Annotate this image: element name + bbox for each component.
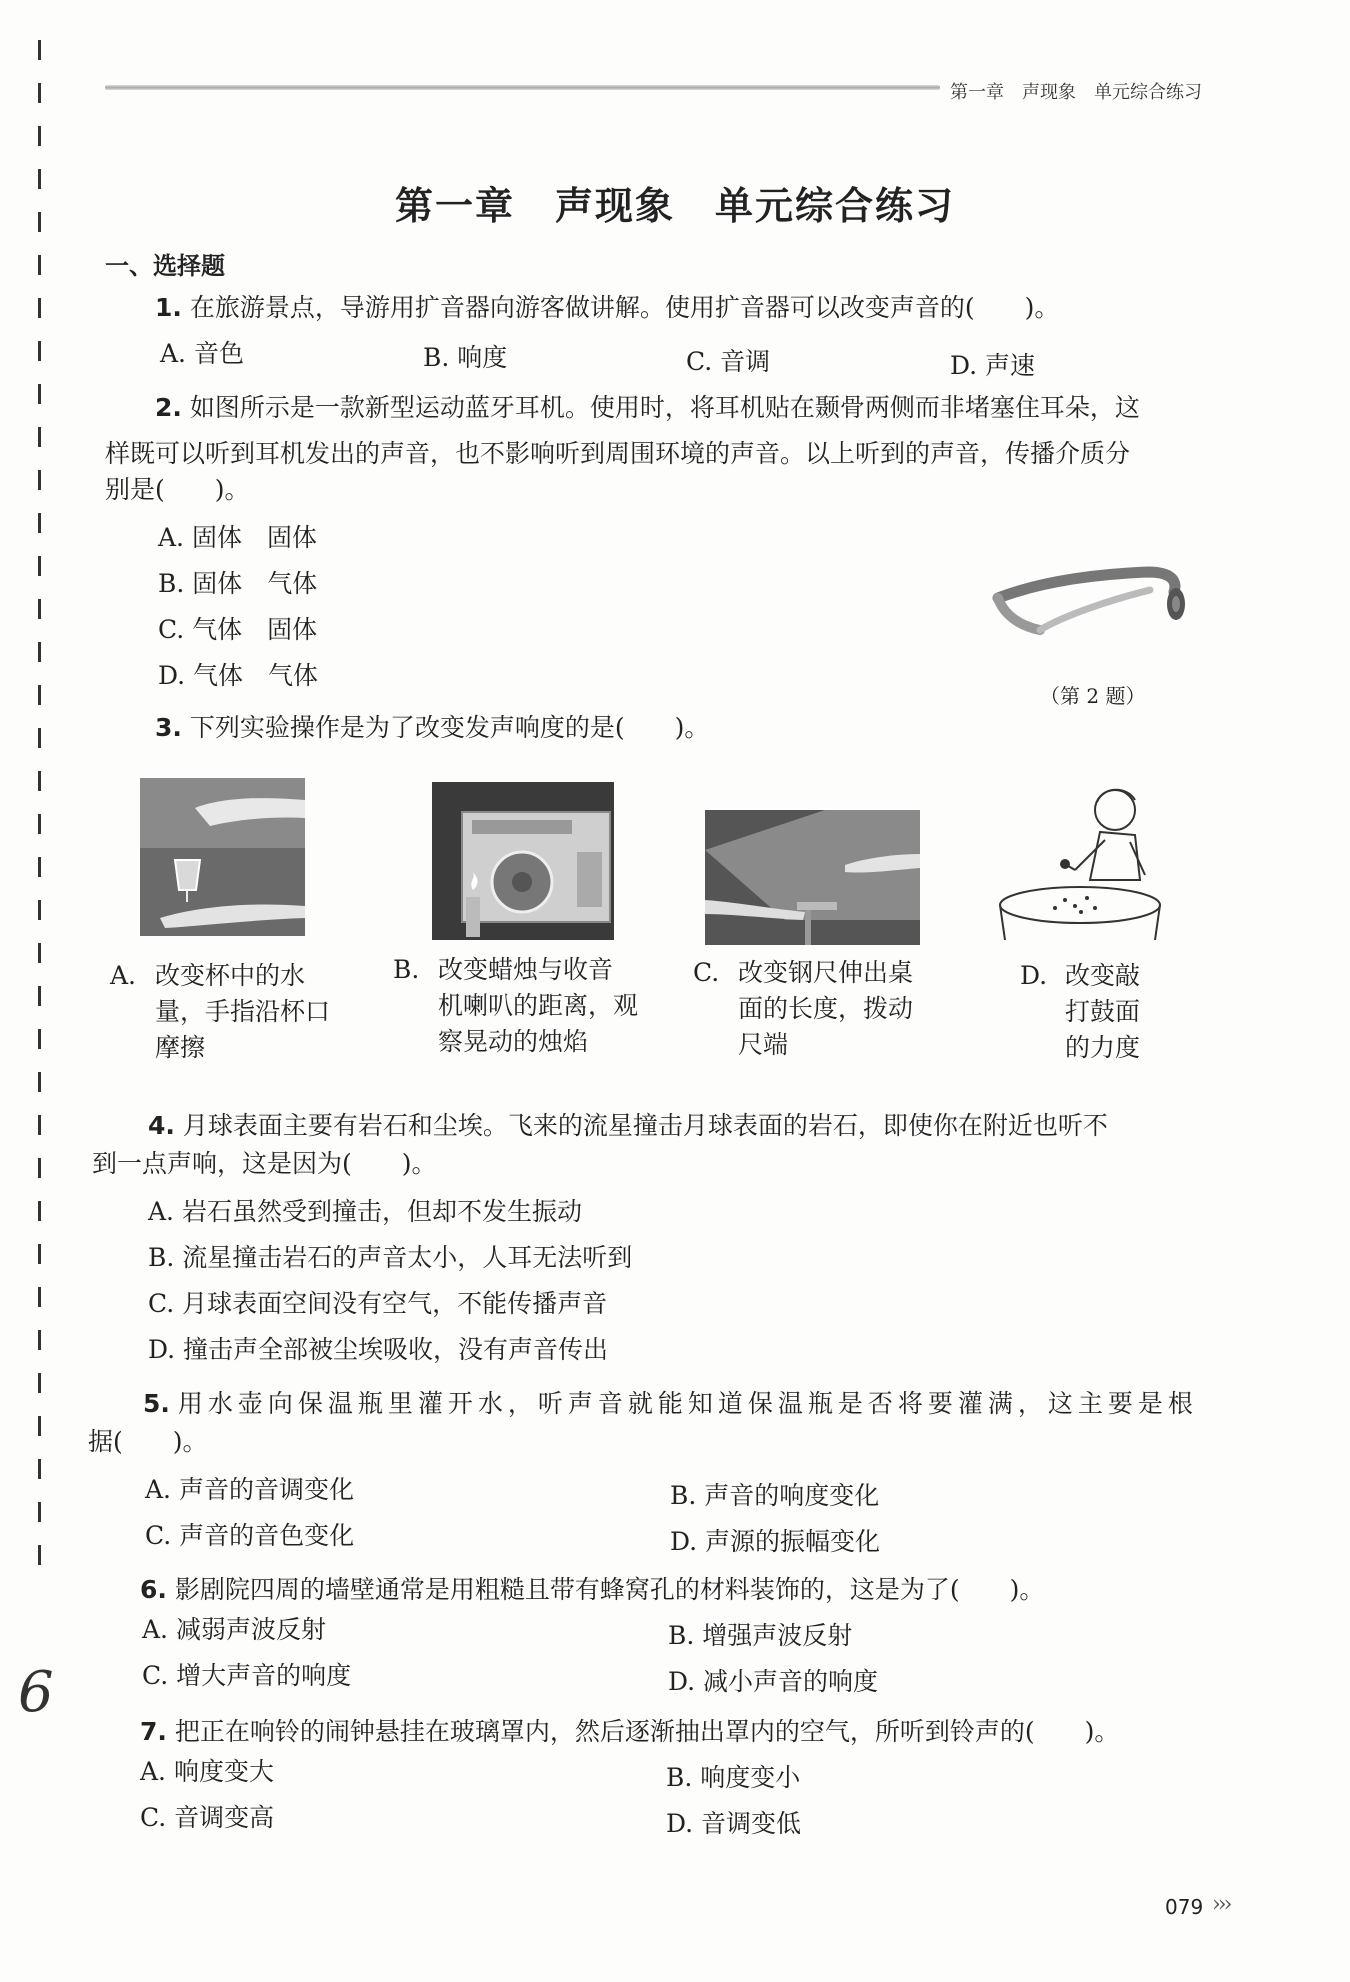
question-number: 2. [155, 393, 182, 422]
option-line: 尺端 [738, 1030, 789, 1059]
option-d: D. 音调变低 [666, 1809, 802, 1838]
question-5 [143, 1388, 1198, 1421]
question-stem-line: 据( )。 [88, 1427, 208, 1456]
option-c: C. 音调变高 [140, 1803, 275, 1832]
option-line: 机喇叭的距离，观 [438, 991, 639, 1020]
section-heading: 一、选择题 [105, 252, 225, 280]
option-letter: A. [110, 961, 137, 990]
option-d: D. 声速 [950, 351, 1036, 380]
question-number: 6. [140, 1575, 167, 1604]
question-stem: 下列实验操作是为了改变发声响度的是( )。 [189, 713, 710, 742]
option-line: 察晃动的烛焰 [438, 1027, 589, 1056]
option-line: 改变杯中的水 [155, 961, 306, 990]
option-b: B. 响度 [423, 343, 508, 372]
option-a: A. 音色 [160, 339, 244, 368]
option-a: A. 声音的音调变化 [145, 1475, 354, 1504]
option-line: 面的长度，拨动 [738, 994, 914, 1023]
option-letter: B. [393, 955, 420, 984]
header-rule [105, 85, 940, 90]
option-line: 摩擦 [155, 1033, 206, 1062]
question-number: 3. [155, 713, 182, 742]
question-4 [148, 1110, 1108, 1143]
option-b: B. 声音的响度变化 [670, 1481, 880, 1510]
drum-boy-drawing [995, 780, 1185, 940]
option-c: C. 声音的音色变化 [145, 1521, 355, 1550]
question-stem-line: 到一点声响，这是因为( )。 [92, 1149, 437, 1178]
steel-ruler-photo [705, 810, 920, 945]
option-d: D. 撞击声全部被尘埃吸收，没有声音传出 [148, 1335, 609, 1364]
question-number: 1. [155, 293, 182, 322]
question-number: 7. [140, 1717, 167, 1746]
question-stem-line: 月球表面主要有岩石和尘埃。飞来的流星撞击月球表面的岩石，即使你在附近也听不 [182, 1111, 1108, 1140]
page-number: 079 [1165, 1895, 1204, 1919]
question-number: 4. [148, 1111, 175, 1140]
option-b: B. 响度变小 [666, 1763, 801, 1792]
option-b: B. 增强声波反射 [668, 1621, 853, 1650]
question-stem: 在旅游景点，导游用扩音器向游客做讲解。使用扩音器可以改变声音的( )。 [189, 293, 1060, 322]
question-stem: 把正在响铃的闹钟悬挂在玻璃罩内，然后逐渐抽出罩内的空气，所听到铃声的( )。 [174, 1717, 1120, 1746]
option-letter: D. [1020, 961, 1048, 990]
glass-rubbing-photo [140, 778, 305, 936]
running-header: 第一章 声现象 单元综合练习 [950, 82, 1202, 103]
option-c: C. 气体 固体 [158, 615, 318, 644]
option-b: B. 流星撞击岩石的声音太小，人耳无法听到 [148, 1243, 633, 1272]
option-line: 改变敲 [1065, 961, 1141, 990]
option-c: C. 音调 [686, 347, 771, 376]
option-d: D. 气体 气体 [158, 661, 319, 690]
binding-marks [38, 40, 42, 1600]
question-6 [140, 1574, 1044, 1607]
option-c: C. 月球表面空间没有空气，不能传播声音 [148, 1289, 608, 1318]
option-a: A. 减弱声波反射 [142, 1615, 326, 1644]
question-7 [140, 1716, 1119, 1749]
option-a: A. 固体 固体 [158, 523, 317, 552]
page-title: 第一章 声现象 单元综合练习 [394, 184, 955, 228]
question-1 [155, 292, 1059, 325]
option-line: 改变钢尺伸出桌 [738, 958, 914, 987]
option-letter: C. [693, 958, 720, 987]
option-a: A. 响度变大 [140, 1757, 274, 1786]
question-2 [155, 392, 1140, 425]
figure-caption: （第 2 题） [1040, 684, 1146, 708]
question-3 [155, 712, 709, 745]
option-a: A. 岩石虽然受到撞击，但却不发生振动 [148, 1197, 582, 1226]
page-arrows-icon: ››› [1212, 1892, 1230, 1917]
question-stem-line: 用水壶向保温瓶里灌开水，听声音就能知道保温瓶是否将要灌满，这主要是根 [177, 1389, 1198, 1418]
handwritten-mark: 6 [18, 1660, 54, 1725]
option-line: 改变蜡烛与收音 [438, 955, 614, 984]
option-line: 的力度 [1065, 1033, 1141, 1062]
option-d: D. 减小声音的响度 [668, 1667, 879, 1696]
option-d: D. 声源的振幅变化 [670, 1527, 881, 1556]
option-c: C. 增大声音的响度 [142, 1661, 352, 1690]
question-stem-line: 别是( )。 [105, 475, 250, 504]
option-line: 量，手指沿杯口 [155, 997, 331, 1026]
headphone-figure [990, 560, 1190, 655]
question-stem-line: 样既可以听到耳机发出的声音，也不影响听到周围环境的声音。以上听到的声音，传播介质分 [105, 439, 1131, 468]
option-line: 打鼓面 [1065, 997, 1141, 1026]
question-number: 5. [143, 1389, 170, 1418]
question-stem-line: 如图所示是一款新型运动蓝牙耳机。使用时，将耳机贴在颞骨两侧而非堵塞住耳朵，这 [189, 393, 1140, 422]
radio-candle-photo [432, 782, 614, 940]
question-stem: 影剧院四周的墙壁通常是用粗糙且带有蜂窝孔的材料装饰的，这是为了( )。 [174, 1575, 1045, 1604]
option-b: B. 固体 气体 [158, 569, 318, 598]
